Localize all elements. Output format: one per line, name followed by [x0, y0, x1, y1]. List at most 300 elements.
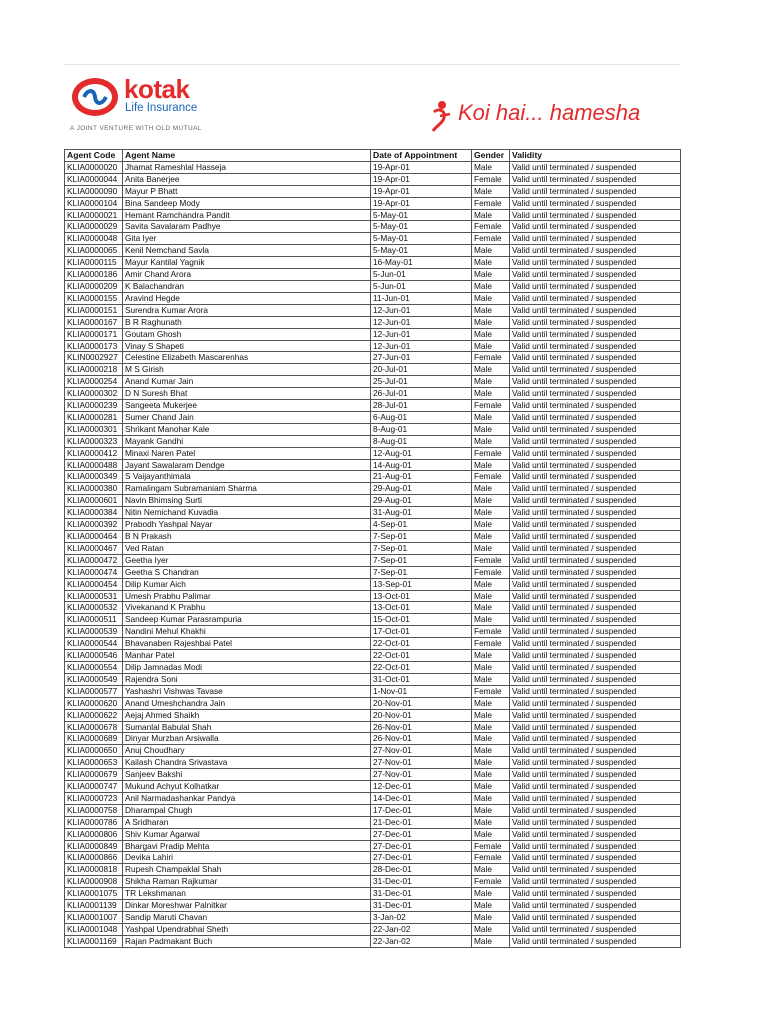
table-row	[65, 435, 681, 447]
table-row	[65, 733, 681, 745]
date-cell: 3-Jan-02	[371, 912, 472, 924]
gender-cell: Male	[472, 269, 510, 281]
date-cell: 5-Jun-01	[371, 269, 472, 281]
agent-code-cell: KLIA0000544	[65, 638, 123, 650]
agent-code-cell: KLIA0001139	[65, 900, 123, 912]
header-agent-name: Agent Name	[123, 150, 371, 162]
table-row	[65, 912, 681, 924]
date-cell: 26-Nov-01	[371, 733, 472, 745]
agent-code-cell: KLIA0000531	[65, 590, 123, 602]
gender-cell: Female	[472, 233, 510, 245]
table-row	[65, 697, 681, 709]
gender-cell: Male	[472, 602, 510, 614]
gender-cell: Male	[472, 769, 510, 781]
agent-code-cell: KLIA0000281	[65, 411, 123, 423]
agent-code-cell: KLIA0000554	[65, 661, 123, 673]
validity-cell: Valid until terminated / suspended	[510, 209, 681, 221]
gender-cell: Female	[472, 173, 510, 185]
validity-cell: Valid until terminated / suspended	[510, 554, 681, 566]
gender-cell: Male	[472, 650, 510, 662]
agent-name-cell: Anil Narmadashankar Pandya	[123, 792, 371, 804]
agent-name-cell: Shiv Kumar Agarwal	[123, 828, 371, 840]
date-cell: 22-Jan-02	[371, 935, 472, 947]
date-cell: 20-Nov-01	[371, 709, 472, 721]
agent-name-cell: Nitin Nemichand Kuvadia	[123, 507, 371, 519]
gender-cell: Male	[472, 935, 510, 947]
gender-cell: Female	[472, 197, 510, 209]
agent-code-cell: KLIA0001075	[65, 888, 123, 900]
table-row	[65, 459, 681, 471]
gender-cell: Male	[472, 364, 510, 376]
date-cell: 20-Jul-01	[371, 364, 472, 376]
gender-cell: Male	[472, 888, 510, 900]
agent-name-cell: Dinyar Murzban Arsiwalla	[123, 733, 371, 745]
gender-cell: Male	[472, 828, 510, 840]
date-cell: 4-Sep-01	[371, 519, 472, 531]
date-cell: 28-Jul-01	[371, 400, 472, 412]
agent-name-cell: M S Girish	[123, 364, 371, 376]
validity-cell: Valid until terminated / suspended	[510, 400, 681, 412]
date-cell: 12-Jun-01	[371, 316, 472, 328]
date-cell: 31-Aug-01	[371, 507, 472, 519]
table-row	[65, 352, 681, 364]
date-cell: 22-Oct-01	[371, 661, 472, 673]
agent-name-cell: B N Prakash	[123, 531, 371, 543]
date-cell: 5-May-01	[371, 245, 472, 257]
agent-name-cell: Anuj Choudhary	[123, 745, 371, 757]
agent-code-cell: KLIA0000620	[65, 697, 123, 709]
table-row	[65, 816, 681, 828]
date-cell: 26-Nov-01	[371, 721, 472, 733]
date-cell: 19-Apr-01	[371, 161, 472, 173]
agent-code-cell: KLIA0000065	[65, 245, 123, 257]
table-row	[65, 650, 681, 662]
validity-cell: Valid until terminated / suspended	[510, 304, 681, 316]
validity-cell: Valid until terminated / suspended	[510, 614, 681, 626]
validity-cell: Valid until terminated / suspended	[510, 197, 681, 209]
gender-cell: Male	[472, 292, 510, 304]
header-divider	[64, 64, 680, 65]
agent-name-cell: S Vaijayanthimala	[123, 471, 371, 483]
date-cell: 13-Oct-01	[371, 590, 472, 602]
gender-cell: Female	[472, 554, 510, 566]
table-row	[65, 411, 681, 423]
validity-cell: Valid until terminated / suspended	[510, 269, 681, 281]
agent-code-cell: KLIA0000472	[65, 554, 123, 566]
validity-cell: Valid until terminated / suspended	[510, 923, 681, 935]
table-row	[65, 923, 681, 935]
validity-cell: Valid until terminated / suspended	[510, 840, 681, 852]
agent-name-cell: Prabodh Yashpal Nayar	[123, 519, 371, 531]
table-row	[65, 840, 681, 852]
validity-cell: Valid until terminated / suspended	[510, 733, 681, 745]
gender-cell: Male	[472, 161, 510, 173]
validity-cell: Valid until terminated / suspended	[510, 328, 681, 340]
date-cell: 13-Oct-01	[371, 602, 472, 614]
validity-cell: Valid until terminated / suspended	[510, 781, 681, 793]
agent-name-cell: Shikha Raman Rajkumar	[123, 876, 371, 888]
table-row	[65, 602, 681, 614]
agent-code-cell: KLIA0000380	[65, 483, 123, 495]
gender-cell: Male	[472, 304, 510, 316]
agent-name-cell: Bina Sandeep Mody	[123, 197, 371, 209]
agent-code-cell: KLIA0000818	[65, 864, 123, 876]
agent-name-cell: Devika Lahiri	[123, 852, 371, 864]
gender-cell: Female	[472, 471, 510, 483]
date-cell: 27-Nov-01	[371, 769, 472, 781]
table-row	[65, 531, 681, 543]
table-row	[65, 173, 681, 185]
validity-cell: Valid until terminated / suspended	[510, 411, 681, 423]
date-cell: 19-Apr-01	[371, 185, 472, 197]
table-row	[65, 233, 681, 245]
table-row	[65, 721, 681, 733]
gender-cell: Female	[472, 221, 510, 233]
date-cell: 7-Sep-01	[371, 566, 472, 578]
table-row	[65, 828, 681, 840]
agent-code-cell: KLIA0001048	[65, 923, 123, 935]
gender-cell: Male	[472, 411, 510, 423]
table-row	[65, 757, 681, 769]
validity-cell: Valid until terminated / suspended	[510, 757, 681, 769]
date-cell: 14-Aug-01	[371, 459, 472, 471]
table-row	[65, 316, 681, 328]
table-row	[65, 292, 681, 304]
agent-name-cell: Yashashri Vishwas Tavase	[123, 685, 371, 697]
agent-code-cell: KLIA0000323	[65, 435, 123, 447]
agent-name-cell: Dinkar Moreshwar Palnitkar	[123, 900, 371, 912]
date-cell: 19-Apr-01	[371, 197, 472, 209]
validity-cell: Valid until terminated / suspended	[510, 435, 681, 447]
agent-name-cell: Anand Kumar Jain	[123, 376, 371, 388]
agent-name-cell: Dilip Jamnadas Modi	[123, 661, 371, 673]
agent-name-cell: Vinay S Shapeti	[123, 340, 371, 352]
validity-cell: Valid until terminated / suspended	[510, 661, 681, 673]
validity-cell: Valid until terminated / suspended	[510, 542, 681, 554]
agent-code-cell: KLIA0000090	[65, 185, 123, 197]
validity-cell: Valid until terminated / suspended	[510, 340, 681, 352]
agent-name-cell: Rajan Padmakant Buch	[123, 935, 371, 947]
kotak-logo-icon	[70, 76, 120, 118]
agent-code-cell: KLIA0000239	[65, 400, 123, 412]
table-row	[65, 161, 681, 173]
date-cell: 5-May-01	[371, 209, 472, 221]
validity-cell: Valid until terminated / suspended	[510, 495, 681, 507]
table-row	[65, 900, 681, 912]
agent-name-cell: Minaxi Naren Patel	[123, 447, 371, 459]
validity-cell: Valid until terminated / suspended	[510, 316, 681, 328]
gender-cell: Male	[472, 507, 510, 519]
agent-name-cell: Anand Umeshchandra Jain	[123, 697, 371, 709]
agent-name-cell: Jayant Sawalaram Dendge	[123, 459, 371, 471]
date-cell: 14-Dec-01	[371, 792, 472, 804]
agent-code-cell: KLIA0000532	[65, 602, 123, 614]
agent-name-cell: Kailash Chandra Srivastava	[123, 757, 371, 769]
agent-name-cell: Geetha Iyer	[123, 554, 371, 566]
agent-name-cell: Bhargavi Pradip Mehta	[123, 840, 371, 852]
gender-cell: Female	[472, 566, 510, 578]
date-cell: 12-Jun-01	[371, 340, 472, 352]
date-cell: 17-Dec-01	[371, 804, 472, 816]
table-row	[65, 661, 681, 673]
table-row	[65, 423, 681, 435]
table-row	[65, 447, 681, 459]
agent-code-cell: KLIA0000650	[65, 745, 123, 757]
gender-cell: Male	[472, 578, 510, 590]
validity-cell: Valid until terminated / suspended	[510, 388, 681, 400]
validity-cell: Valid until terminated / suspended	[510, 709, 681, 721]
table-body	[65, 161, 681, 947]
gender-cell: Male	[472, 328, 510, 340]
validity-cell: Valid until terminated / suspended	[510, 602, 681, 614]
validity-cell: Valid until terminated / suspended	[510, 876, 681, 888]
gender-cell: Female	[472, 447, 510, 459]
date-cell: 12-Jun-01	[371, 304, 472, 316]
date-cell: 26-Jul-01	[371, 388, 472, 400]
agent-code-cell: KLIA0000467	[65, 542, 123, 554]
agent-name-cell: Anita Banerjee	[123, 173, 371, 185]
date-cell: 5-May-01	[371, 233, 472, 245]
date-cell: 22-Oct-01	[371, 638, 472, 650]
agent-code-cell: KLIN0002927	[65, 352, 123, 364]
gender-cell: Female	[472, 876, 510, 888]
agent-name-cell: Surendra Kumar Arora	[123, 304, 371, 316]
brand-name: kotak	[124, 74, 190, 104]
validity-cell: Valid until terminated / suspended	[510, 185, 681, 197]
gender-cell: Male	[472, 792, 510, 804]
gender-cell: Male	[472, 721, 510, 733]
agent-name-cell: TR Lekshmanan	[123, 888, 371, 900]
date-cell: 15-Oct-01	[371, 614, 472, 626]
gender-cell: Male	[472, 709, 510, 721]
date-cell: 25-Jul-01	[371, 376, 472, 388]
agent-name-cell: Amir Chand Arora	[123, 269, 371, 281]
table-row	[65, 804, 681, 816]
agent-name-cell: Mukund Achyut Kolhatkar	[123, 781, 371, 793]
validity-cell: Valid until terminated / suspended	[510, 864, 681, 876]
agent-code-cell: KLIA0000349	[65, 471, 123, 483]
agent-name-cell: Celestine Elizabeth Mascarenhas	[123, 352, 371, 364]
gender-cell: Male	[472, 435, 510, 447]
agent-name-cell: Vivekanand K Prabhu	[123, 602, 371, 614]
agent-name-cell: B R Raghunath	[123, 316, 371, 328]
gender-cell: Male	[472, 864, 510, 876]
agent-name-cell: Ved Ratan	[123, 542, 371, 554]
agent-code-cell: KLIA0000474	[65, 566, 123, 578]
agent-code-cell: KLIA0001169	[65, 935, 123, 947]
header-validity: Validity	[510, 150, 681, 162]
date-cell: 31-Dec-01	[371, 900, 472, 912]
gender-cell: Male	[472, 483, 510, 495]
agent-code-cell: KLIA0000020	[65, 161, 123, 173]
table-row	[65, 745, 681, 757]
gender-cell: Male	[472, 697, 510, 709]
validity-cell: Valid until terminated / suspended	[510, 638, 681, 650]
agent-code-cell: KLIA0000806	[65, 828, 123, 840]
date-cell: 29-Aug-01	[371, 483, 472, 495]
date-cell: 27-Jun-01	[371, 352, 472, 364]
table-row	[65, 280, 681, 292]
gender-cell: Male	[472, 912, 510, 924]
date-cell: 31-Dec-01	[371, 876, 472, 888]
agent-name-cell: Hemant Ramchandra Pandit	[123, 209, 371, 221]
validity-cell: Valid until terminated / suspended	[510, 423, 681, 435]
agent-name-cell: Bhavanaben Rajeshbai Patel	[123, 638, 371, 650]
validity-cell: Valid until terminated / suspended	[510, 804, 681, 816]
table-row	[65, 935, 681, 947]
table-row	[65, 328, 681, 340]
gender-cell: Male	[472, 257, 510, 269]
gender-cell: Male	[472, 745, 510, 757]
validity-cell: Valid until terminated / suspended	[510, 935, 681, 947]
validity-cell: Valid until terminated / suspended	[510, 471, 681, 483]
table-row	[65, 364, 681, 376]
gender-cell: Male	[472, 900, 510, 912]
header-gender: Gender	[472, 150, 510, 162]
gender-cell: Male	[472, 673, 510, 685]
agent-code-cell: KLIA0000546	[65, 650, 123, 662]
agent-name-cell: Aejaj Ahmed Shaikh	[123, 709, 371, 721]
table-row	[65, 483, 681, 495]
validity-cell: Valid until terminated / suspended	[510, 257, 681, 269]
table-row	[65, 376, 681, 388]
validity-cell: Valid until terminated / suspended	[510, 792, 681, 804]
date-cell: 27-Dec-01	[371, 840, 472, 852]
agent-code-cell: KLIA0000849	[65, 840, 123, 852]
table-row	[65, 626, 681, 638]
agent-code-cell: KLIA0000539	[65, 626, 123, 638]
agent-code-cell: KLIA0000412	[65, 447, 123, 459]
agent-code-cell: KLIA0000577	[65, 685, 123, 697]
agent-name-cell: Mayank Gandhi	[123, 435, 371, 447]
table-row	[65, 495, 681, 507]
agent-code-cell: KLIA0000115	[65, 257, 123, 269]
date-cell: 12-Aug-01	[371, 447, 472, 459]
table-row	[65, 471, 681, 483]
table-row	[65, 519, 681, 531]
table-row	[65, 269, 681, 281]
table-row	[65, 614, 681, 626]
gender-cell: Male	[472, 340, 510, 352]
validity-cell: Valid until terminated / suspended	[510, 221, 681, 233]
agent-code-cell: KLIA0001007	[65, 912, 123, 924]
agent-name-cell: Shrikant Manohar Kale	[123, 423, 371, 435]
table-row	[65, 578, 681, 590]
agent-name-cell: Gita Iyer	[123, 233, 371, 245]
gender-cell: Male	[472, 590, 510, 602]
table-row	[65, 304, 681, 316]
gender-cell: Male	[472, 733, 510, 745]
agent-name-cell: Geetha S Chandran	[123, 566, 371, 578]
agent-code-cell: KLIA0000301	[65, 423, 123, 435]
validity-cell: Valid until terminated / suspended	[510, 519, 681, 531]
date-cell: 13-Sep-01	[371, 578, 472, 590]
agent-code-cell: KLIA0000155	[65, 292, 123, 304]
agent-code-cell: KLIA0000678	[65, 721, 123, 733]
table-header-row	[65, 150, 681, 162]
agent-code-cell: KLIA0000044	[65, 173, 123, 185]
agent-code-cell: KLIA0000151	[65, 304, 123, 316]
agent-name-cell: Aravind Hegde	[123, 292, 371, 304]
gender-cell: Female	[472, 400, 510, 412]
validity-cell: Valid until terminated / suspended	[510, 280, 681, 292]
validity-cell: Valid until terminated / suspended	[510, 233, 681, 245]
date-cell: 12-Jun-01	[371, 328, 472, 340]
agent-name-cell: Kenil Nemchand Savla	[123, 245, 371, 257]
agent-code-cell: KLIA0000302	[65, 388, 123, 400]
agent-name-cell: Ramalingam Subramaniam Sharma	[123, 483, 371, 495]
gender-cell: Female	[472, 352, 510, 364]
agent-name-cell: Sandip Maruti Chavan	[123, 912, 371, 924]
date-cell: 12-Dec-01	[371, 781, 472, 793]
agent-code-cell: KLIA0000679	[65, 769, 123, 781]
date-cell: 16-May-01	[371, 257, 472, 269]
agent-code-cell: KLIA0000464	[65, 531, 123, 543]
gender-cell: Male	[472, 757, 510, 769]
validity-cell: Valid until terminated / suspended	[510, 626, 681, 638]
validity-cell: Valid until terminated / suspended	[510, 745, 681, 757]
gender-cell: Male	[472, 781, 510, 793]
date-cell: 7-Sep-01	[371, 542, 472, 554]
table-row	[65, 257, 681, 269]
agent-code-cell: KLIA0000021	[65, 209, 123, 221]
agent-code-cell: KLIA0000171	[65, 328, 123, 340]
table-row	[65, 876, 681, 888]
agent-code-cell: KLIA0000511	[65, 614, 123, 626]
agent-code-cell: KLIA0000384	[65, 507, 123, 519]
gender-cell: Male	[472, 614, 510, 626]
agent-code-cell: KLIA0000048	[65, 233, 123, 245]
agent-name-cell: Umesh Prabhu Palimar	[123, 590, 371, 602]
date-cell: 21-Dec-01	[371, 816, 472, 828]
date-cell: 31-Dec-01	[371, 888, 472, 900]
table-row	[65, 400, 681, 412]
validity-cell: Valid until terminated / suspended	[510, 507, 681, 519]
table-row	[65, 769, 681, 781]
agent-code-cell: KLIA0000549	[65, 673, 123, 685]
agent-name-cell: K Balachandran	[123, 280, 371, 292]
agent-code-cell: KLIA0000653	[65, 757, 123, 769]
validity-cell: Valid until terminated / suspended	[510, 578, 681, 590]
validity-cell: Valid until terminated / suspended	[510, 531, 681, 543]
agent-code-cell: KLIA0000758	[65, 804, 123, 816]
date-cell: 8-Aug-01	[371, 423, 472, 435]
validity-cell: Valid until terminated / suspended	[510, 459, 681, 471]
gender-cell: Female	[472, 852, 510, 864]
validity-cell: Valid until terminated / suspended	[510, 685, 681, 697]
gender-cell: Male	[472, 388, 510, 400]
date-cell: 19-Apr-01	[371, 173, 472, 185]
agent-name-cell: Sanjeev Bakshi	[123, 769, 371, 781]
validity-cell: Valid until terminated / suspended	[510, 447, 681, 459]
figure-icon	[428, 98, 454, 132]
date-cell: 22-Jan-02	[371, 923, 472, 935]
agent-code-cell: KLIA0000866	[65, 852, 123, 864]
validity-cell: Valid until terminated / suspended	[510, 650, 681, 662]
agent-name-cell: Manhar Patel	[123, 650, 371, 662]
agent-name-cell: Sumer Chand Jain	[123, 411, 371, 423]
agent-name-cell: Dharampal Chugh	[123, 804, 371, 816]
table-row	[65, 590, 681, 602]
table-row	[65, 542, 681, 554]
table-row	[65, 245, 681, 257]
gender-cell: Male	[472, 209, 510, 221]
header-date-of-appointment: Date of Appointment	[371, 150, 472, 162]
agent-name-cell: Rajendra Soni	[123, 673, 371, 685]
agent-code-cell: KLIA0000786	[65, 816, 123, 828]
date-cell: 5-May-01	[371, 221, 472, 233]
agent-name-cell: Savita Savalaram Padhye	[123, 221, 371, 233]
